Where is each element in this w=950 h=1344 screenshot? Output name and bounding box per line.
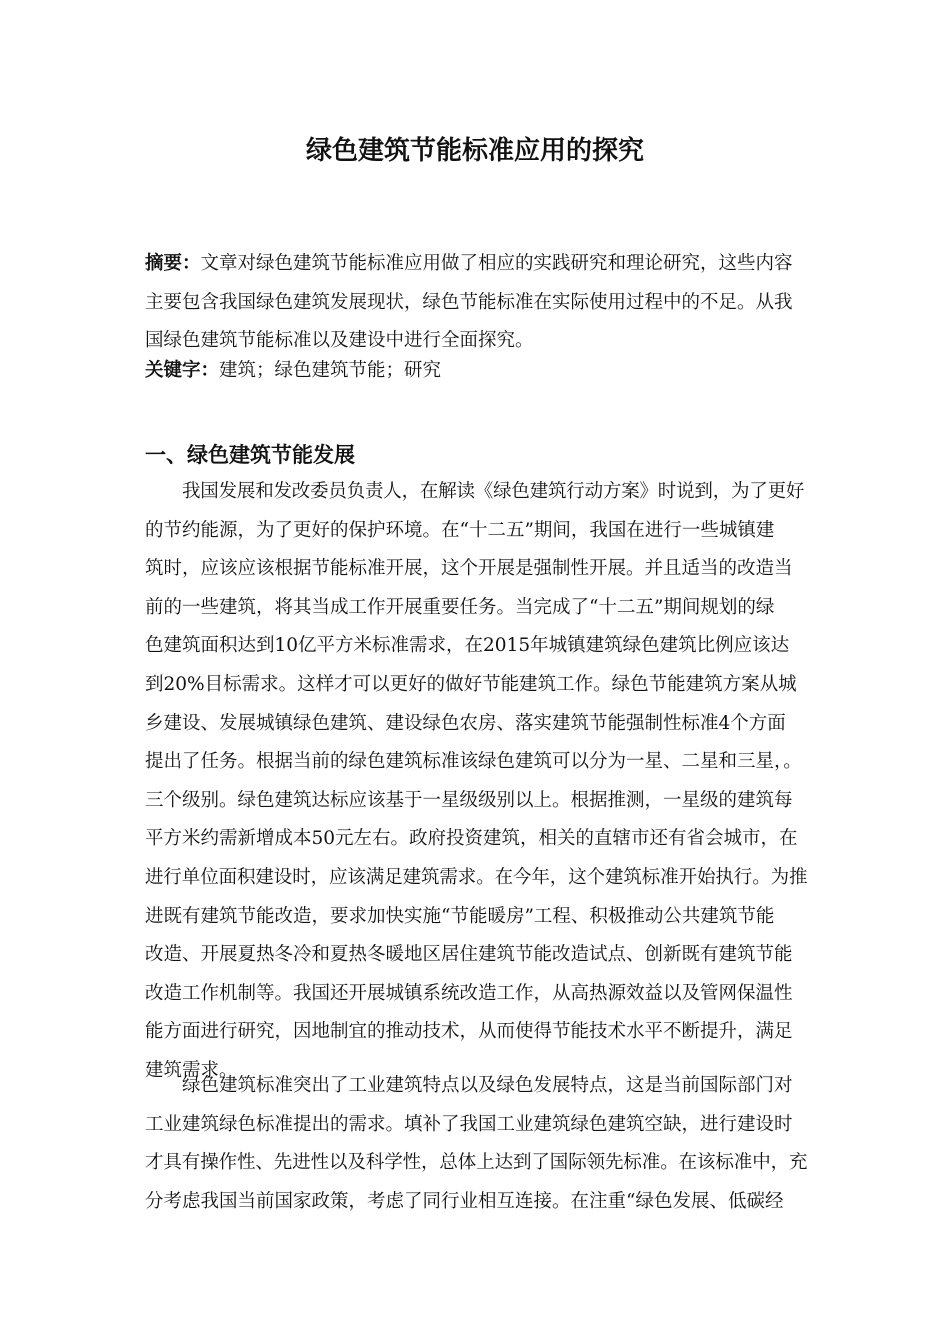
keywords-line <box>145 352 807 391</box>
paragraph-line: 色建筑面积达到10亿平方米标准需求，在2015年城镇建筑绿色建筑比例应该达 <box>145 635 790 657</box>
document-title: 绿色建筑节能标准应用的探究 <box>305 136 644 166</box>
section-heading: 一、绿色建筑节能发展 <box>145 443 355 467</box>
paragraph-line: 我国发展和发改委员负责人，在解读《绿色建筑行动方案》时说到，为了更好 <box>182 481 805 502</box>
paragraph-line: 平方米约需新增成本50元左右。政府投资建筑，相关的直辖市还有省会城市，在 <box>145 828 798 850</box>
paragraph-line: 乡建设、发展城镇绿色建筑、建设绿色农房、落实建筑节能强制性标准4个方面 <box>145 712 786 734</box>
paragraph-line: 改造工作机制等。我国还开展城镇系统改造工作，从高热源效益以及管网保温性 <box>145 982 793 1004</box>
paragraph-line: 工业建筑绿色标准提出的需求。填补了我国工业建筑绿色建筑空缺，进行建设时 <box>145 1113 793 1135</box>
abstract-line: 国绿色建筑节能标准以及建设中进行全面探究。 <box>145 330 534 352</box>
paragraph-line: 建筑需求。 <box>145 1059 238 1081</box>
paragraph-line: 到20%目标需求。这样才可以更好的做好节能建筑工作。绿色节能建筑方案从城 <box>145 673 797 695</box>
paragraph-line: 筑时，应该应该根据节能标准开展，这个开展是强制性开展。并且适当的改造当 <box>145 558 793 580</box>
section-paragraph-1 <box>145 473 807 1091</box>
abstract <box>145 245 807 361</box>
paragraph-line: 进既有建筑节能改造，要求加快实施“节能暖房”工程、积极推动公共建筑节能 <box>145 905 775 927</box>
paragraph-line: 改造、开展夏热冬冷和夏热冬暖地区居住建筑节能改造试点、创新既有建筑节能 <box>145 944 793 966</box>
paragraph-line: 分考虑我国当前国家政策，考虑了同行业相互连接。在注重“绿色发展、低碳经 <box>145 1190 784 1212</box>
section-paragraph-2 <box>145 1067 807 1221</box>
paragraph-line: 才具有操作性、先进性以及科学性，总体上达到了国际领先标准。在该标准中，充 <box>145 1152 808 1174</box>
keywords-text: 建筑；绿色建筑节能；研究 <box>219 360 442 381</box>
paragraph-line: 前的一些建筑，将其当成工作开展重要任务。当完成了“十二五”期间规划的绿 <box>145 596 775 618</box>
paragraph-line: 三个级别。绿色建筑达标应该基于一星级级别以上。根据推测，一星级的建筑每 <box>145 789 793 811</box>
paragraph-line: 绿色建筑标准突出了工业建筑特点以及绿色发展特点，这是当前国际部门对 <box>182 1075 793 1096</box>
keywords <box>145 352 807 391</box>
paragraph-line: 进行单位面积建设时，应该满足建筑需求。在今年，这个建筑标准开始执行。为推 <box>145 866 808 888</box>
abstract-line: 主要包含我国绿色建筑发展现状，绿色节能标准在实际使用过程中的不足。从我 <box>145 291 793 313</box>
paragraph-line: 提出了任务。根据当前的绿色建筑标准该绿色建筑可以分为一星、二星和三星，。 <box>145 751 802 773</box>
paragraph-line: 能方面进行研究，因地制宜的推动技术，从而使得节能技术水平不断提升，满足 <box>145 1021 793 1043</box>
paragraph-line: 的节约能源，为了更好的保护环境。在“十二五”期间，我国在进行一些城镇建 <box>145 519 775 541</box>
abstract-text: 文章对绿色建筑节能标准应用做了相应的实践研究和理论研究，这些内容 <box>200 253 793 274</box>
abstract-label: 摘要： <box>145 253 201 274</box>
abstract-line <box>145 245 807 284</box>
keywords-label: 关键字： <box>145 360 220 381</box>
